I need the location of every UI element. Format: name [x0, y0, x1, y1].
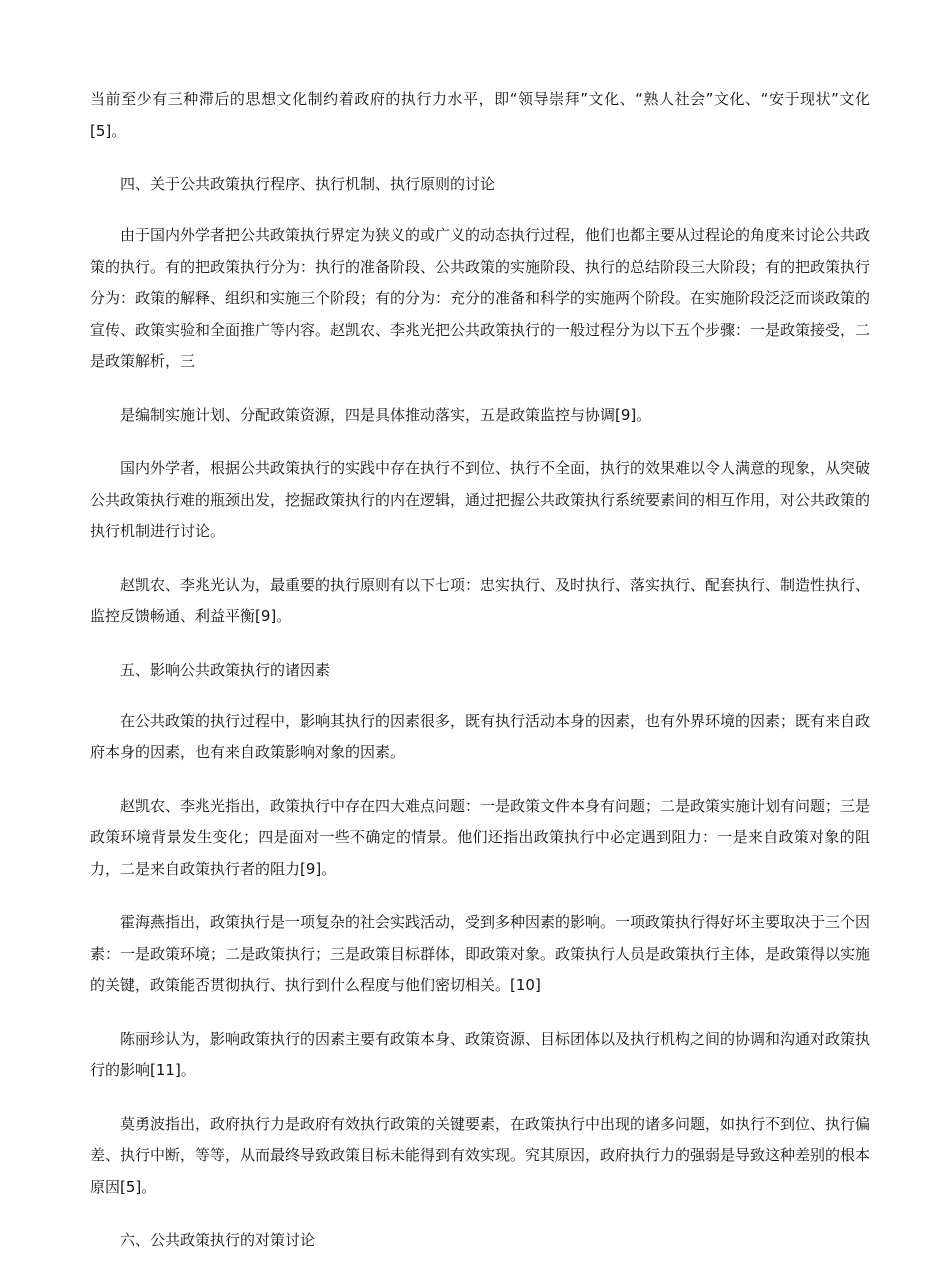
paragraph-process-theory: 由于国内外学者把公共政策执行界定为狭义的或广义的动态执行过程，他们也都主要从过程论的角度来讨论公共政策的执行。有的把政策执行分为：执行的准备阶段、公共政策的实施阶段、执行的总结阶段三大阶段；有的把政策执行分为：政策的解释、组织和实施三个阶段；有的分为：充分的准备和科学的实施两个阶段。在实施阶段泛泛而谈政策的宣传、政策实验和全面推广等内容。赵凯农、李兆光把公共政策执行的一般过程分为以下五个步骤：一是政策接受，二是政策解析，三 [90, 226, 871, 370]
paragraph-mo-yongbo: 莫勇波指出，政府执行力是政府有效执行政策的关键要素，在政策执行中出现的诸多问题，如执行不到位、执行偏差、执行中断，等等，从而最终导致政策目标未能得到有效实现。究其原因，政府执行力的强弱是导致这种差别的根本原因[5]。 [90, 1114, 871, 1196]
section-heading-5: 五、影响公共政策执行的诸因素 [120, 660, 331, 679]
paragraph-chen-lizhen: 陈丽珍认为，影响政策执行的因素主要有政策本身、政策资源、目标团体以及执行机构之间的协调和沟通对政策执行的影响[11]。 [90, 1029, 871, 1079]
paragraph-culture-factors: 当前至少有三种滞后的思想文化制约着政府的执行力水平，即“领导崇拜”文化、“熟人社会”文化、“安于现状”文化[5]。 [90, 90, 870, 140]
paragraph-difficulties: 赵凯农、李兆光指出，政策执行中存在四大难点问题：一是政策文件本身有问题；二是政策实施计划有问题；三是政策环境背景发生变化；四是面对一些不确定的情景。他们还指出政策执行中必定遇到阻力：一是来自政策对象的阻力，二是来自政策执行者的阻力[9]。 [90, 796, 871, 878]
paragraph-influencing-factors: 在公共政策的执行过程中，影响其执行的因素很多，既有执行活动本身的因素，也有外界环境的因素；既有来自政府本身的因素，也有来自政策影响对象的因素。 [90, 711, 871, 761]
paragraph-execution-mechanism: 国内外学者，根据公共政策执行的实践中存在执行不到位、执行不全面，执行的效果难以令人满意的现象，从突破公共政策执行难的瓶颈出发，挖掘政策执行的内在逻辑，通过把握公共政策执行系统要素间的相互作用，对公共政策的执行机制进行讨论。 [90, 459, 871, 540]
section-heading-6: 六、公共政策执行的对策讨论 [120, 1231, 316, 1249]
document-page [90, 84, 870, 1276]
section-heading-4: 四、关于公共政策执行程序、执行机制、执行原则的讨论 [120, 175, 496, 193]
paragraph-process-steps: 是编制实施计划、分配政策资源，四是具体推动落实，五是政策监控与协调[9]。 [120, 405, 652, 424]
paragraph-huo-haiyan: 霍海燕指出，政策执行是一项复杂的社会实践活动，受到多种因素的影响。一项政策执行得好坏主要取决于三个因素：一是政策环境；二是政策执行；三是政策目标群体，即政策对象。政策执行人员是政策执行主体，是政策得以实施的关键，政策能否贯彻执行、执行到什么程度与他们密切相关。[10] [90, 913, 871, 994]
paragraph-execution-principles: 赵凯农、李兆光认为，最重要的执行原则有以下七项：忠实执行、及时执行、落实执行、配套执行、制造性执行、监控反馈畅通、利益平衡[9]。 [90, 575, 871, 625]
